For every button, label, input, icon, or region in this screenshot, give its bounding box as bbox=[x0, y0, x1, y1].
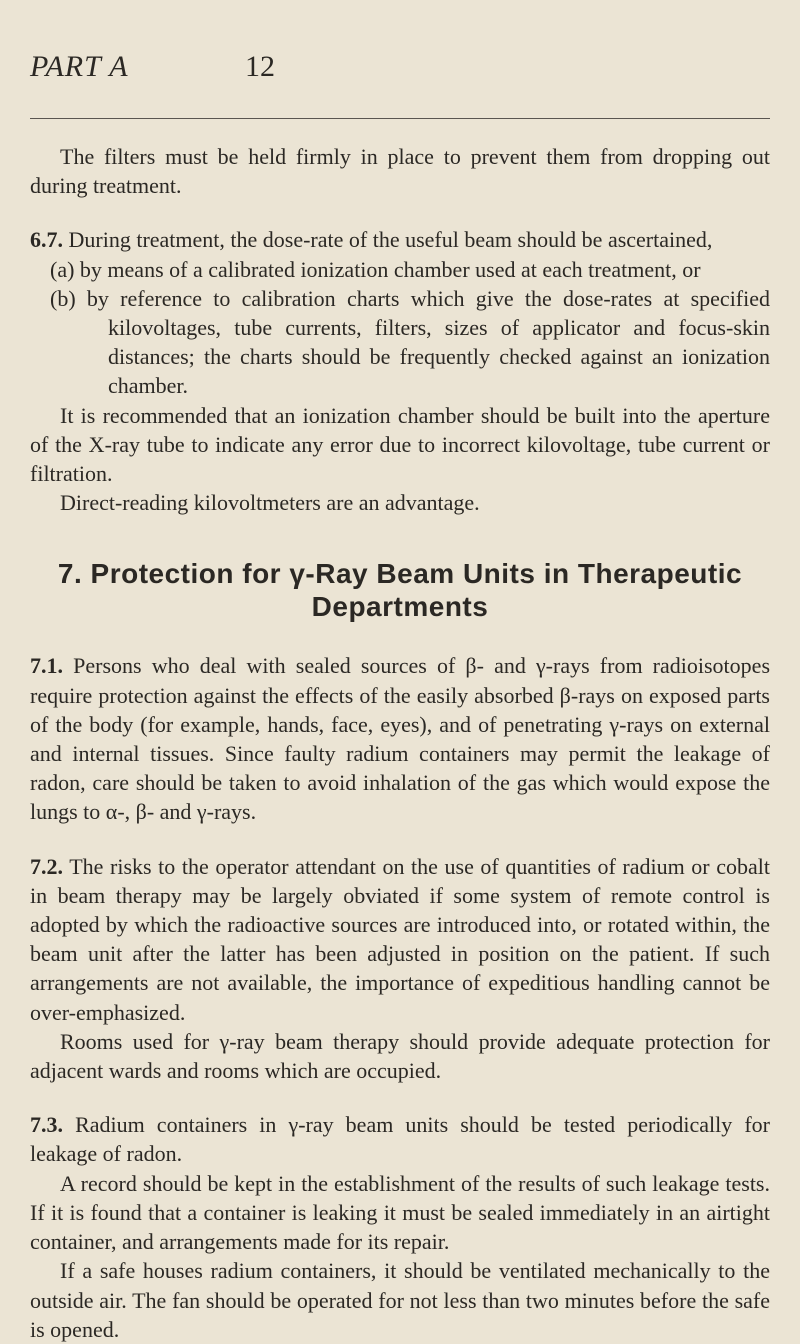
section-number: 7.3. bbox=[30, 1112, 63, 1138]
section-7-1 bbox=[30, 651, 770, 826]
page-number: 12 bbox=[245, 50, 275, 83]
paragraph-direct-reading: Direct-reading kilovoltmeters are an advantage. bbox=[60, 490, 480, 516]
paragraph-record: A record should be kept in the establishment of the results of such leakage tests. If it is found that a container is leaking it must be sealed immediately in an airtight container, and arrangements made for its repair. bbox=[30, 1170, 770, 1255]
part-label: PART A bbox=[30, 50, 129, 83]
list-text: by reference to calibration charts which give the dose-rates at specified kilovoltages, tube currents, filters, sizes of applicator and focus-skin distances; the charts should be frequently checked against an ionization chamber. bbox=[86, 285, 771, 399]
list-label: (b) bbox=[50, 285, 76, 311]
section-text: During treatment, the dose-rate of the useful beam should be ascertained, bbox=[68, 227, 713, 253]
section-text: Radium containers in γ-ray beam units should be tested periodically for leakage of radon. bbox=[30, 1112, 770, 1167]
page-body bbox=[30, 142, 770, 1344]
list-item-a bbox=[30, 255, 770, 284]
section-number: 7.2. bbox=[30, 853, 63, 879]
paragraph-filters: The filters must be held firmly in place to prevent them from dropping out during treatment. bbox=[30, 144, 770, 199]
section-6-7 bbox=[30, 225, 770, 254]
list-label: (a) bbox=[50, 256, 75, 282]
section-number: 6.7. bbox=[30, 227, 63, 253]
section-text: Persons who deal with sealed sources of β- and γ-rays from radioisotopes require protection against the effects of the easily absorbed β-rays on exposed parts of the body (for example, hands, face, eyes), and of penetrating γ-rays on external and internal tissues. Since faulty radium containers may permit the leakage of radon, care should be taken to avoid inhalation of the gas which would expose the lungs to α-, β- and γ-rays. bbox=[30, 653, 771, 825]
paragraph-safe: If a safe houses radium containers, it should be ventilated mechanically to the outside air. The fan should be operated for not less than two minutes before the safe is opened. bbox=[30, 1258, 770, 1342]
section-heading: 7. Protection for γ-Ray Beam Units in Therapeutic Departments bbox=[57, 558, 743, 623]
section-7-3 bbox=[30, 1110, 770, 1168]
section-7-2 bbox=[30, 852, 770, 1027]
section-number: 7.1. bbox=[30, 653, 63, 679]
header-rule bbox=[30, 118, 770, 119]
section-text: The risks to the operator attendant on the use of quantities of radium or cobalt in beam therapy may be largely obviated if some system of remote control is adopted by which the radioactive sources are introduced into, or rotated within, the beam unit after the latter has been adjusted in position on the patient. If such arrangements are not available, the importance of expeditious handling cannot be over-emphasized. bbox=[30, 853, 770, 1025]
list-item-b bbox=[30, 284, 770, 401]
list-text: by means of a calibrated ionization chamber used at each treatment, or bbox=[79, 256, 701, 282]
paragraph-rooms: Rooms used for γ-ray beam therapy should provide adequate protection for adjacent wards and rooms which are occupied. bbox=[30, 1028, 770, 1084]
page-header bbox=[30, 50, 770, 90]
paragraph-recommended: It is recommended that an ionization chamber should be built into the aperture of the X-ray tube to indicate any error due to incorrect kilovoltage, tube current or filtration. bbox=[30, 402, 770, 487]
